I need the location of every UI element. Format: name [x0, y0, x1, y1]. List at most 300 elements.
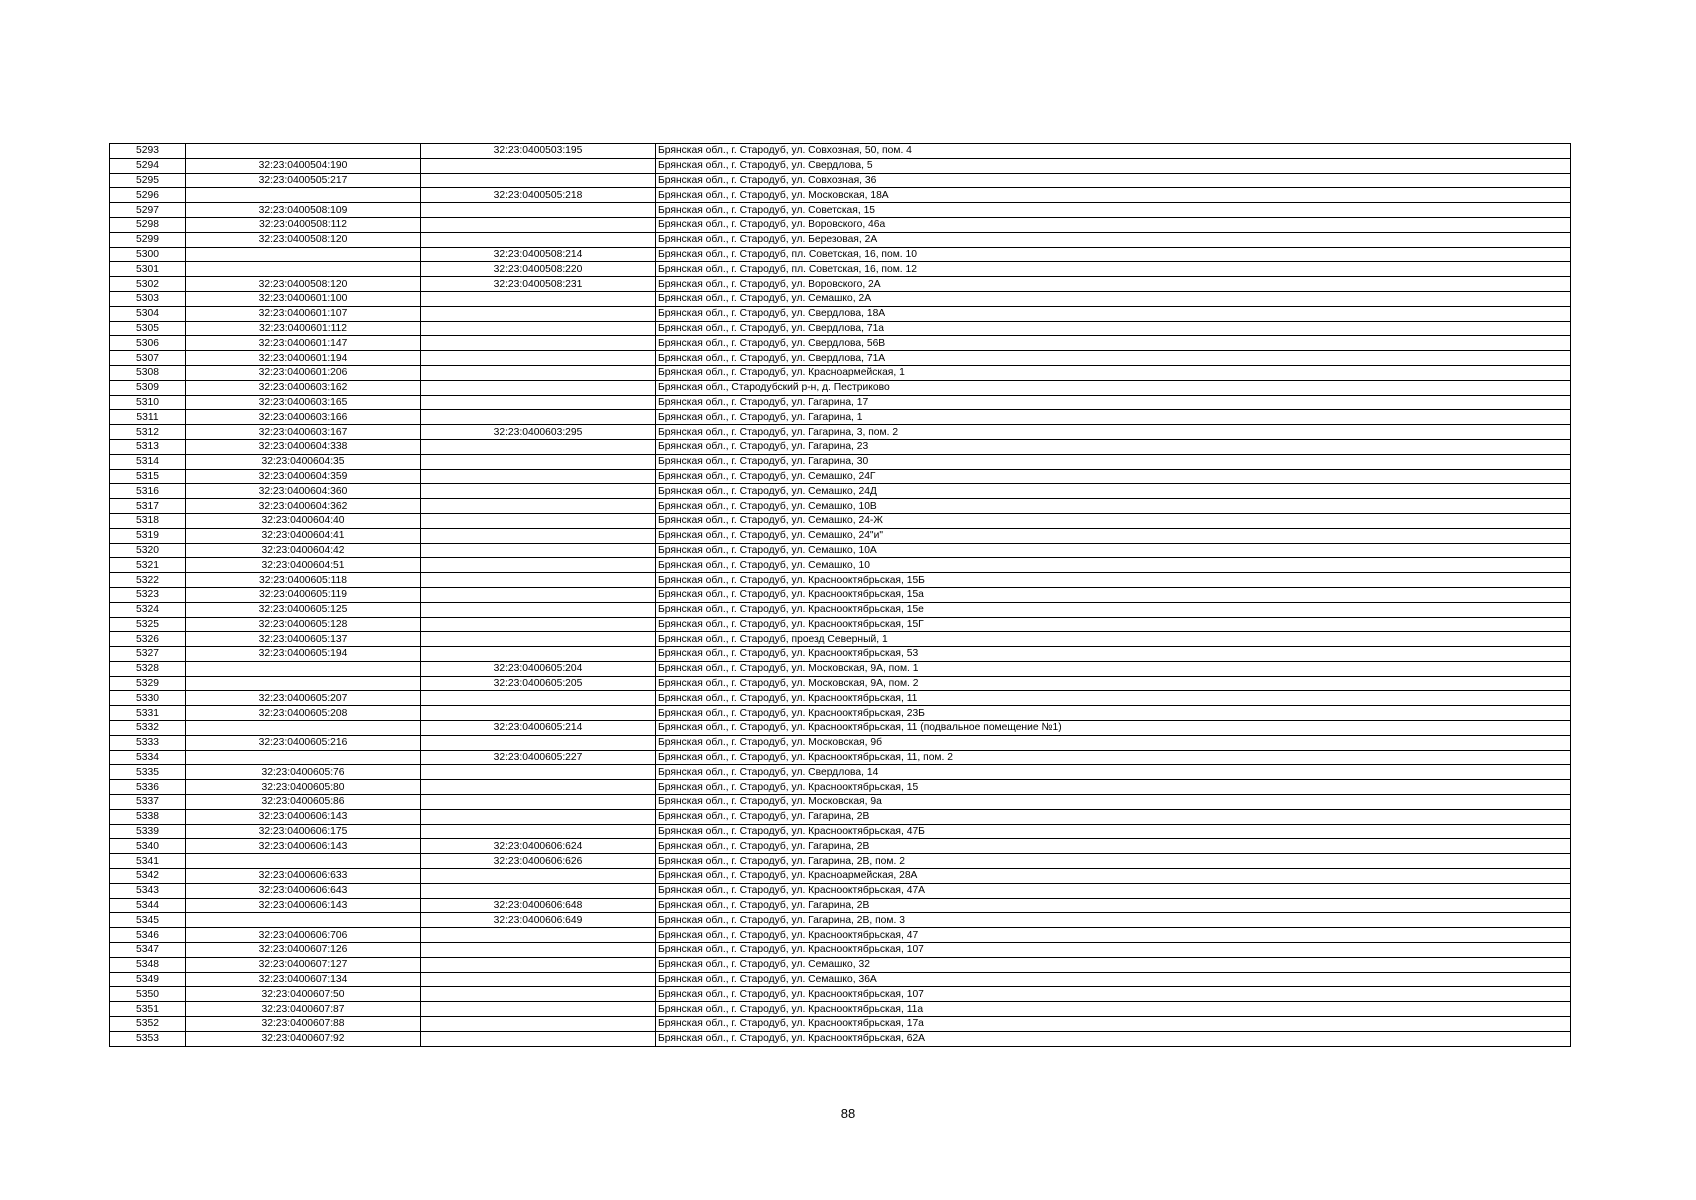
object-cadastral-number-cell	[421, 735, 656, 750]
table-row	[110, 706, 1571, 721]
object-cadastral-number-cell	[421, 780, 656, 795]
object-cadastral-number-cell: 32:23:0400605:214	[421, 721, 656, 736]
table-row	[110, 765, 1571, 780]
table-row	[110, 395, 1571, 410]
land-cadastral-number-cell: 32:23:0400604:360	[186, 484, 421, 499]
address-cell: Брянская обл., г. Стародуб, ул. Советская, 15	[656, 203, 1571, 218]
object-cadastral-number-cell	[421, 957, 656, 972]
row-number-cell: 5308	[110, 365, 186, 380]
object-cadastral-number-cell	[421, 617, 656, 632]
land-cadastral-number-cell	[186, 854, 421, 869]
table-row	[110, 943, 1571, 958]
object-cadastral-number-cell	[421, 380, 656, 395]
object-cadastral-number-cell	[421, 365, 656, 380]
object-cadastral-number-cell	[421, 291, 656, 306]
object-cadastral-number-cell: 32:23:0400606:648	[421, 898, 656, 913]
land-cadastral-number-cell: 32:23:0400508:120	[186, 277, 421, 292]
table-row	[110, 1002, 1571, 1017]
land-cadastral-number-cell: 32:23:0400605:207	[186, 691, 421, 706]
address-cell: Брянская обл., г. Стародуб, ул. Краснооктябрьская, 15а	[656, 587, 1571, 602]
land-cadastral-number-cell: 32:23:0400605:80	[186, 780, 421, 795]
land-cadastral-number-cell	[186, 188, 421, 203]
row-number-cell: 5305	[110, 321, 186, 336]
table-row	[110, 158, 1571, 173]
address-cell: Брянская обл., г. Стародуб, ул. Свердлова, 71а	[656, 321, 1571, 336]
object-cadastral-number-cell	[421, 173, 656, 188]
land-cadastral-number-cell: 32:23:0400606:706	[186, 928, 421, 943]
table-row	[110, 928, 1571, 943]
address-cell: Брянская обл., г. Стародуб, ул. Семашко, 10В	[656, 499, 1571, 514]
table-row	[110, 839, 1571, 854]
address-cell: Брянская обл., г. Стародуб, пл. Советская, 16, пом. 10	[656, 247, 1571, 262]
land-cadastral-number-cell: 32:23:0400607:126	[186, 943, 421, 958]
object-cadastral-number-cell	[421, 587, 656, 602]
address-cell: Брянская обл., г. Стародуб, пл. Советская, 16, пом. 12	[656, 262, 1571, 277]
object-cadastral-number-cell	[421, 883, 656, 898]
table-row	[110, 795, 1571, 810]
table-row	[110, 824, 1571, 839]
address-cell: Брянская обл., г. Стародуб, ул. Краснооктябрьская, 47	[656, 928, 1571, 943]
land-cadastral-number-cell: 32:23:0400603:166	[186, 410, 421, 425]
table-row	[110, 972, 1571, 987]
table-row	[110, 661, 1571, 676]
object-cadastral-number-cell	[421, 1031, 656, 1046]
address-cell: Брянская обл., г. Стародуб, ул. Семашко, 24Д	[656, 484, 1571, 499]
land-cadastral-number-cell: 32:23:0400605:125	[186, 602, 421, 617]
table-row	[110, 721, 1571, 736]
land-cadastral-number-cell: 32:23:0400508:109	[186, 203, 421, 218]
land-cadastral-number-cell: 32:23:0400604:338	[186, 439, 421, 454]
table-row	[110, 321, 1571, 336]
land-cadastral-number-cell	[186, 144, 421, 159]
object-cadastral-number-cell: 32:23:0400503:195	[421, 144, 656, 159]
land-cadastral-number-cell: 32:23:0400601:206	[186, 365, 421, 380]
row-number-cell: 5309	[110, 380, 186, 395]
address-cell: Брянская обл., г. Стародуб, ул. Краснооктябрьская, 11, пом. 2	[656, 750, 1571, 765]
object-cadastral-number-cell: 32:23:0400603:295	[421, 425, 656, 440]
table-row	[110, 203, 1571, 218]
object-cadastral-number-cell	[421, 395, 656, 410]
address-cell: Брянская обл., г. Стародуб, ул. Семашко, 24-Ж	[656, 513, 1571, 528]
land-cadastral-number-cell: 32:23:0400603:165	[186, 395, 421, 410]
row-number-cell: 5294	[110, 158, 186, 173]
row-number-cell: 5295	[110, 173, 186, 188]
row-number-cell: 5321	[110, 558, 186, 573]
row-number-cell: 5351	[110, 1002, 186, 1017]
address-cell: Брянская обл., г. Стародуб, ул. Семашко, 24Г	[656, 469, 1571, 484]
object-cadastral-number-cell	[421, 1002, 656, 1017]
row-number-cell: 5330	[110, 691, 186, 706]
address-cell: Брянская обл., г. Стародуб, ул. Гагарина, 1	[656, 410, 1571, 425]
address-cell: Брянская обл., г. Стародуб, ул. Воровского, 2А	[656, 277, 1571, 292]
land-cadastral-number-cell: 32:23:0400601:100	[186, 291, 421, 306]
address-cell: Брянская обл., г. Стародуб, ул. Гагарина, 2В	[656, 809, 1571, 824]
address-cell: Брянская обл., г. Стародуб, ул. Свердлова, 71А	[656, 351, 1571, 366]
object-cadastral-number-cell	[421, 454, 656, 469]
address-cell: Брянская обл., г. Стародуб, ул. Совхозная, 50, пом. 4	[656, 144, 1571, 159]
object-cadastral-number-cell: 32:23:0400606:649	[421, 913, 656, 928]
address-cell: Брянская обл., г. Стародуб, ул. Краснооктябрьская, 11 (подвальное помещение №1)	[656, 721, 1571, 736]
object-cadastral-number-cell	[421, 513, 656, 528]
table-row	[110, 144, 1571, 159]
land-cadastral-number-cell: 32:23:0400604:51	[186, 558, 421, 573]
address-cell: Брянская обл., г. Стародуб, ул. Краснооктябрьская, 17а	[656, 1017, 1571, 1032]
row-number-cell: 5340	[110, 839, 186, 854]
row-number-cell: 5352	[110, 1017, 186, 1032]
table-row	[110, 306, 1571, 321]
address-cell: Брянская обл., г. Стародуб, ул. Краснооктябрьская, 15е	[656, 602, 1571, 617]
row-number-cell: 5310	[110, 395, 186, 410]
object-cadastral-number-cell	[421, 158, 656, 173]
address-cell: Брянская обл., г. Стародуб, ул. Краснооктябрьская, 107	[656, 987, 1571, 1002]
land-cadastral-number-cell: 32:23:0400508:112	[186, 217, 421, 232]
address-cell: Брянская обл., г. Стародуб, ул. Краснооктябрьская, 15Б	[656, 573, 1571, 588]
land-cadastral-number-cell: 32:23:0400605:118	[186, 573, 421, 588]
address-cell: Брянская обл., г. Стародуб, ул. Свердлова, 5	[656, 158, 1571, 173]
table-row	[110, 291, 1571, 306]
object-cadastral-number-cell: 32:23:0400508:220	[421, 262, 656, 277]
table-row	[110, 987, 1571, 1002]
land-cadastral-number-cell: 32:23:0400605:208	[186, 706, 421, 721]
object-cadastral-number-cell	[421, 869, 656, 884]
object-cadastral-number-cell	[421, 573, 656, 588]
land-cadastral-number-cell: 32:23:0400606:633	[186, 869, 421, 884]
row-number-cell: 5347	[110, 943, 186, 958]
table-row	[110, 336, 1571, 351]
address-cell: Брянская обл., г. Стародуб, ул. Семашко, 10А	[656, 543, 1571, 558]
table-row	[110, 750, 1571, 765]
cadastral-table	[109, 143, 1571, 1047]
row-number-cell: 5315	[110, 469, 186, 484]
address-cell: Брянская обл., г. Стародуб, ул. Гагарина, 30	[656, 454, 1571, 469]
table-row	[110, 602, 1571, 617]
address-cell: Брянская обл., Стародубский р-н, д. Пестриково	[656, 380, 1571, 395]
table-row	[110, 632, 1571, 647]
land-cadastral-number-cell	[186, 750, 421, 765]
address-cell: Брянская обл., г. Стародуб, ул. Московская, 9А, пом. 2	[656, 676, 1571, 691]
row-number-cell: 5333	[110, 735, 186, 750]
row-number-cell: 5293	[110, 144, 186, 159]
object-cadastral-number-cell	[421, 499, 656, 514]
object-cadastral-number-cell	[421, 706, 656, 721]
object-cadastral-number-cell: 32:23:0400508:231	[421, 277, 656, 292]
table-row	[110, 898, 1571, 913]
row-number-cell: 5296	[110, 188, 186, 203]
land-cadastral-number-cell: 32:23:0400605:119	[186, 587, 421, 602]
address-cell: Брянская обл., г. Стародуб, ул. Семашко, 32	[656, 957, 1571, 972]
row-number-cell: 5314	[110, 454, 186, 469]
row-number-cell: 5301	[110, 262, 186, 277]
land-cadastral-number-cell: 32:23:0400605:128	[186, 617, 421, 632]
object-cadastral-number-cell	[421, 558, 656, 573]
address-cell: Брянская обл., г. Стародуб, ул. Краснооктябрьская, 107	[656, 943, 1571, 958]
table-row	[110, 247, 1571, 262]
table-row	[110, 173, 1571, 188]
row-number-cell: 5297	[110, 203, 186, 218]
land-cadastral-number-cell: 32:23:0400604:359	[186, 469, 421, 484]
table-row	[110, 439, 1571, 454]
land-cadastral-number-cell: 32:23:0400606:143	[186, 809, 421, 824]
row-number-cell: 5306	[110, 336, 186, 351]
land-cadastral-number-cell: 32:23:0400508:120	[186, 232, 421, 247]
land-cadastral-number-cell: 32:23:0400605:86	[186, 795, 421, 810]
table-row	[110, 780, 1571, 795]
object-cadastral-number-cell: 32:23:0400606:626	[421, 854, 656, 869]
row-number-cell: 5335	[110, 765, 186, 780]
row-number-cell: 5303	[110, 291, 186, 306]
row-number-cell: 5313	[110, 439, 186, 454]
table-row	[110, 676, 1571, 691]
table-row	[110, 365, 1571, 380]
object-cadastral-number-cell	[421, 1017, 656, 1032]
object-cadastral-number-cell	[421, 943, 656, 958]
land-cadastral-number-cell	[186, 262, 421, 277]
address-cell: Брянская обл., г. Стародуб, проезд Северный, 1	[656, 632, 1571, 647]
row-number-cell: 5339	[110, 824, 186, 839]
land-cadastral-number-cell: 32:23:0400505:217	[186, 173, 421, 188]
object-cadastral-number-cell: 32:23:0400606:624	[421, 839, 656, 854]
row-number-cell: 5324	[110, 602, 186, 617]
address-cell: Брянская обл., г. Стародуб, ул. Семашко, 36А	[656, 972, 1571, 987]
row-number-cell: 5304	[110, 306, 186, 321]
address-cell: Брянская обл., г. Стародуб, ул. Красноармейская, 28А	[656, 869, 1571, 884]
land-cadastral-number-cell	[186, 913, 421, 928]
table-row	[110, 735, 1571, 750]
row-number-cell: 5334	[110, 750, 186, 765]
object-cadastral-number-cell	[421, 987, 656, 1002]
land-cadastral-number-cell: 32:23:0400601:194	[186, 351, 421, 366]
table-row	[110, 528, 1571, 543]
row-number-cell: 5353	[110, 1031, 186, 1046]
page-number: 88	[840, 1106, 856, 1121]
row-number-cell: 5336	[110, 780, 186, 795]
row-number-cell: 5300	[110, 247, 186, 262]
table-row	[110, 454, 1571, 469]
cadastral-table-body	[110, 144, 1571, 1047]
land-cadastral-number-cell: 32:23:0400604:40	[186, 513, 421, 528]
row-number-cell: 5326	[110, 632, 186, 647]
row-number-cell: 5348	[110, 957, 186, 972]
table-row	[110, 869, 1571, 884]
land-cadastral-number-cell: 32:23:0400605:216	[186, 735, 421, 750]
object-cadastral-number-cell	[421, 217, 656, 232]
address-cell: Брянская обл., г. Стародуб, ул. Краснооктябрьская, 11	[656, 691, 1571, 706]
address-cell: Брянская обл., г. Стародуб, ул. Московская, 18А	[656, 188, 1571, 203]
object-cadastral-number-cell	[421, 528, 656, 543]
object-cadastral-number-cell	[421, 232, 656, 247]
table-row	[110, 558, 1571, 573]
object-cadastral-number-cell	[421, 484, 656, 499]
address-cell: Брянская обл., г. Стародуб, ул. Семашко, 10	[656, 558, 1571, 573]
table-row	[110, 883, 1571, 898]
address-cell: Брянская обл., г. Стародуб, ул. Гагарина, 3, пом. 2	[656, 425, 1571, 440]
row-number-cell: 5299	[110, 232, 186, 247]
land-cadastral-number-cell: 32:23:0400604:41	[186, 528, 421, 543]
row-number-cell: 5325	[110, 617, 186, 632]
row-number-cell: 5327	[110, 647, 186, 662]
land-cadastral-number-cell: 32:23:0400601:107	[186, 306, 421, 321]
table-row	[110, 425, 1571, 440]
object-cadastral-number-cell	[421, 351, 656, 366]
row-number-cell: 5341	[110, 854, 186, 869]
land-cadastral-number-cell: 32:23:0400606:175	[186, 824, 421, 839]
object-cadastral-number-cell	[421, 602, 656, 617]
address-cell: Брянская обл., г. Стародуб, ул. Гагарина, 2В, пом. 2	[656, 854, 1571, 869]
object-cadastral-number-cell	[421, 410, 656, 425]
object-cadastral-number-cell	[421, 809, 656, 824]
address-cell: Брянская обл., г. Стародуб, ул. Совхозная, 36	[656, 173, 1571, 188]
row-number-cell: 5337	[110, 795, 186, 810]
table-row	[110, 573, 1571, 588]
object-cadastral-number-cell	[421, 469, 656, 484]
address-cell: Брянская обл., г. Стародуб, ул. Краснооктябрьская, 47А	[656, 883, 1571, 898]
row-number-cell: 5320	[110, 543, 186, 558]
land-cadastral-number-cell: 32:23:0400605:137	[186, 632, 421, 647]
row-number-cell: 5345	[110, 913, 186, 928]
table-row	[110, 469, 1571, 484]
table-row	[110, 217, 1571, 232]
row-number-cell: 5312	[110, 425, 186, 440]
object-cadastral-number-cell	[421, 647, 656, 662]
table-row	[110, 1017, 1571, 1032]
object-cadastral-number-cell: 32:23:0400605:204	[421, 661, 656, 676]
land-cadastral-number-cell: 32:23:0400607:87	[186, 1002, 421, 1017]
table-row	[110, 957, 1571, 972]
table-row	[110, 691, 1571, 706]
table-row	[110, 587, 1571, 602]
address-cell: Брянская обл., г. Стародуб, ул. Краснооктябрьская, 15	[656, 780, 1571, 795]
table-row	[110, 232, 1571, 247]
object-cadastral-number-cell: 32:23:0400505:218	[421, 188, 656, 203]
row-number-cell: 5346	[110, 928, 186, 943]
table-row	[110, 351, 1571, 366]
land-cadastral-number-cell: 32:23:0400607:127	[186, 957, 421, 972]
row-number-cell: 5323	[110, 587, 186, 602]
table-row	[110, 277, 1571, 292]
row-number-cell: 5338	[110, 809, 186, 824]
address-cell: Брянская обл., г. Стародуб, ул. Березовая, 2А	[656, 232, 1571, 247]
row-number-cell: 5322	[110, 573, 186, 588]
table-row	[110, 854, 1571, 869]
table-row	[110, 617, 1571, 632]
land-cadastral-number-cell	[186, 661, 421, 676]
object-cadastral-number-cell: 32:23:0400605:227	[421, 750, 656, 765]
address-cell: Брянская обл., г. Стародуб, ул. Московская, 9а	[656, 795, 1571, 810]
land-cadastral-number-cell	[186, 721, 421, 736]
row-number-cell: 5343	[110, 883, 186, 898]
table-row	[110, 513, 1571, 528]
row-number-cell: 5344	[110, 898, 186, 913]
land-cadastral-number-cell: 32:23:0400606:143	[186, 839, 421, 854]
row-number-cell: 5328	[110, 661, 186, 676]
table-row	[110, 543, 1571, 558]
land-cadastral-number-cell: 32:23:0400601:147	[186, 336, 421, 351]
land-cadastral-number-cell: 32:23:0400606:143	[186, 898, 421, 913]
land-cadastral-number-cell: 32:23:0400607:50	[186, 987, 421, 1002]
table-row	[110, 262, 1571, 277]
land-cadastral-number-cell: 32:23:0400607:88	[186, 1017, 421, 1032]
object-cadastral-number-cell	[421, 795, 656, 810]
address-cell: Брянская обл., г. Стародуб, ул. Свердлова, 14	[656, 765, 1571, 780]
address-cell: Брянская обл., г. Стародуб, ул. Краснооктябрьская, 47Б	[656, 824, 1571, 839]
land-cadastral-number-cell: 32:23:0400504:190	[186, 158, 421, 173]
row-number-cell: 5350	[110, 987, 186, 1002]
row-number-cell: 5329	[110, 676, 186, 691]
address-cell: Брянская обл., г. Стародуб, ул. Гагарина, 2В	[656, 898, 1571, 913]
row-number-cell: 5318	[110, 513, 186, 528]
address-cell: Брянская обл., г. Стародуб, ул. Краснооктябрьская, 23Б	[656, 706, 1571, 721]
row-number-cell: 5349	[110, 972, 186, 987]
row-number-cell: 5342	[110, 869, 186, 884]
land-cadastral-number-cell: 32:23:0400607:134	[186, 972, 421, 987]
address-cell: Брянская обл., г. Стародуб, ул. Московская, 9б	[656, 735, 1571, 750]
land-cadastral-number-cell: 32:23:0400603:167	[186, 425, 421, 440]
address-cell: Брянская обл., г. Стародуб, ул. Красноармейская, 1	[656, 365, 1571, 380]
address-cell: Брянская обл., г. Стародуб, ул. Гагарина, 17	[656, 395, 1571, 410]
row-number-cell: 5307	[110, 351, 186, 366]
row-number-cell: 5298	[110, 217, 186, 232]
row-number-cell: 5331	[110, 706, 186, 721]
land-cadastral-number-cell: 32:23:0400605:194	[186, 647, 421, 662]
address-cell: Брянская обл., г. Стародуб, ул. Воровского, 46а	[656, 217, 1571, 232]
land-cadastral-number-cell: 32:23:0400607:92	[186, 1031, 421, 1046]
land-cadastral-number-cell: 32:23:0400606:643	[186, 883, 421, 898]
address-cell: Брянская обл., г. Стародуб, ул. Гагарина, 2В	[656, 839, 1571, 854]
object-cadastral-number-cell	[421, 972, 656, 987]
object-cadastral-number-cell	[421, 824, 656, 839]
object-cadastral-number-cell	[421, 765, 656, 780]
table-row	[110, 499, 1571, 514]
row-number-cell: 5332	[110, 721, 186, 736]
land-cadastral-number-cell: 32:23:0400604:42	[186, 543, 421, 558]
row-number-cell: 5317	[110, 499, 186, 514]
address-cell: Брянская обл., г. Стародуб, ул. Краснооктябрьская, 15Г	[656, 617, 1571, 632]
table-row	[110, 647, 1571, 662]
object-cadastral-number-cell	[421, 691, 656, 706]
land-cadastral-number-cell: 32:23:0400603:162	[186, 380, 421, 395]
object-cadastral-number-cell	[421, 321, 656, 336]
row-number-cell: 5302	[110, 277, 186, 292]
address-cell: Брянская обл., г. Стародуб, ул. Краснооктябрьская, 62А	[656, 1031, 1571, 1046]
row-number-cell: 5319	[110, 528, 186, 543]
address-cell: Брянская обл., г. Стародуб, ул. Гагарина, 23	[656, 439, 1571, 454]
land-cadastral-number-cell: 32:23:0400601:112	[186, 321, 421, 336]
row-number-cell: 5316	[110, 484, 186, 499]
land-cadastral-number-cell: 32:23:0400605:76	[186, 765, 421, 780]
address-cell: Брянская обл., г. Стародуб, ул. Свердлова, 56В	[656, 336, 1571, 351]
land-cadastral-number-cell	[186, 247, 421, 262]
object-cadastral-number-cell	[421, 203, 656, 218]
object-cadastral-number-cell	[421, 336, 656, 351]
address-cell: Брянская обл., г. Стародуб, ул. Семашко, 2А	[656, 291, 1571, 306]
address-cell: Брянская обл., г. Стародуб, ул. Московская, 9А, пом. 1	[656, 661, 1571, 676]
object-cadastral-number-cell: 32:23:0400508:214	[421, 247, 656, 262]
address-cell: Брянская обл., г. Стародуб, ул. Гагарина, 2В, пом. 3	[656, 913, 1571, 928]
table-row	[110, 380, 1571, 395]
object-cadastral-number-cell: 32:23:0400605:205	[421, 676, 656, 691]
address-cell: Брянская обл., г. Стародуб, ул. Свердлова, 18А	[656, 306, 1571, 321]
table-row	[110, 913, 1571, 928]
table-row	[110, 188, 1571, 203]
object-cadastral-number-cell	[421, 543, 656, 558]
row-number-cell: 5311	[110, 410, 186, 425]
table-row	[110, 809, 1571, 824]
table-row	[110, 410, 1571, 425]
address-cell: Брянская обл., г. Стародуб, ул. Краснооктябрьская, 53	[656, 647, 1571, 662]
address-cell: Брянская обл., г. Стародуб, ул. Краснооктябрьская, 11а	[656, 1002, 1571, 1017]
object-cadastral-number-cell	[421, 306, 656, 321]
object-cadastral-number-cell	[421, 928, 656, 943]
